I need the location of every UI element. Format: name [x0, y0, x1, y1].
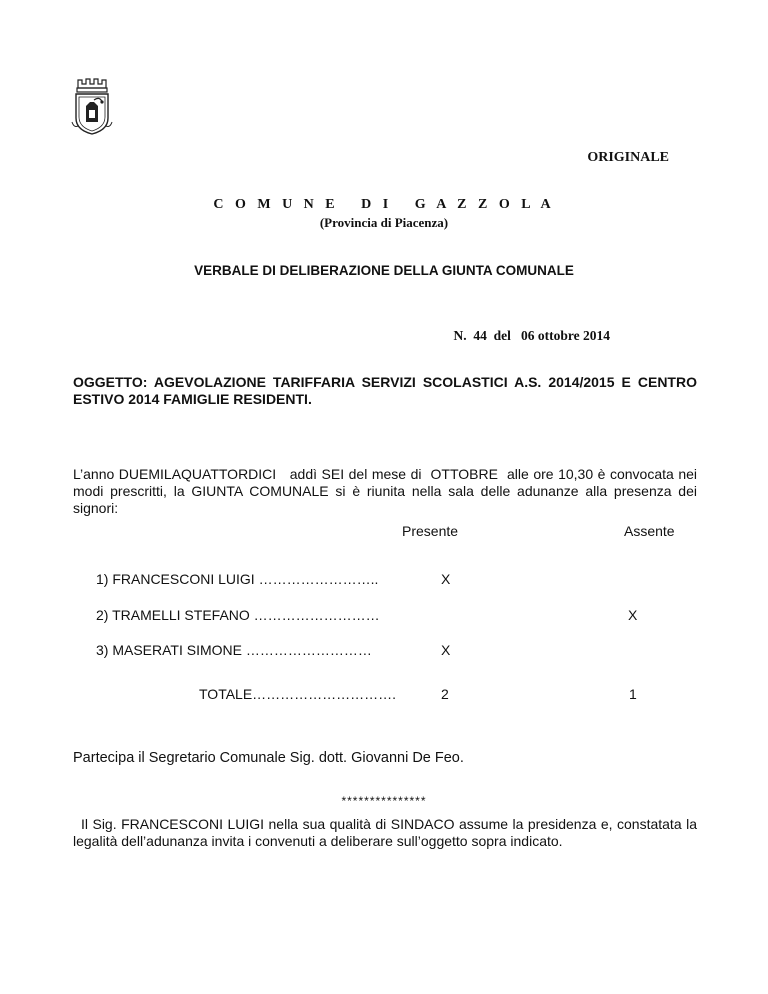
member-present-mark: X	[441, 571, 451, 587]
municipality-name: C O M U N E D I G A Z Z O L A	[213, 197, 555, 212]
document-stamp: ORIGINALE	[587, 150, 669, 165]
total-label: TOTALE………………………….	[199, 686, 397, 702]
total-absent: 1	[629, 686, 637, 702]
member-absent-mark: X	[628, 607, 638, 623]
municipal-crest-icon	[64, 76, 120, 138]
member-name: 3) MASERATI SIMONE ………………………	[96, 642, 372, 658]
column-header-present: Presente	[402, 523, 459, 539]
secretary-line: Partecipa il Segretario Comunale Sig. dott. Giovanni De Feo.	[73, 750, 464, 766]
closing-paragraph: Il Sig. FRANCESCONI LUIGI nella sua qualità di SINDACO assume la presidenza e, constatata la legalità dell’adunanza invita i convenuti a deliberare sull’oggetto sopra indicato.	[73, 816, 697, 849]
subject: OGGETTO: AGEVOLAZIONE TARIFFARIA SERVIZI SCOLASTICI A.S. 2014/2015 E CENTRO ESTIVO 2014 FAMIGLIE RESIDENTI.	[73, 374, 697, 407]
page-title: VERBALE DI DELIBERAZIONE DELLA GIUNTA COMUNALE	[194, 263, 574, 278]
deliberation-number: N. 44 del 06 ottobre 2014	[453, 328, 610, 343]
member-name: 2) TRAMELLI STEFANO ………………………	[96, 607, 380, 623]
member-name: 1) FRANCESCONI LUIGI ……………………..	[96, 571, 379, 587]
member-present-mark: X	[441, 642, 451, 658]
intro-paragraph: L’anno DUEMILAQUATTORDICI addì SEI del mese di OTTOBRE alle ore 10,30 è convocata nei modi prescritti, la GIUNTA COMUNALE si è riunita nella sala delle adunanze alla presenza dei signori:	[73, 466, 701, 516]
separator: ***************	[341, 794, 427, 808]
total-present: 2	[441, 686, 449, 702]
column-header-absent: Assente	[624, 523, 675, 539]
province-name: (Provincia di Piacenza)	[319, 215, 449, 230]
